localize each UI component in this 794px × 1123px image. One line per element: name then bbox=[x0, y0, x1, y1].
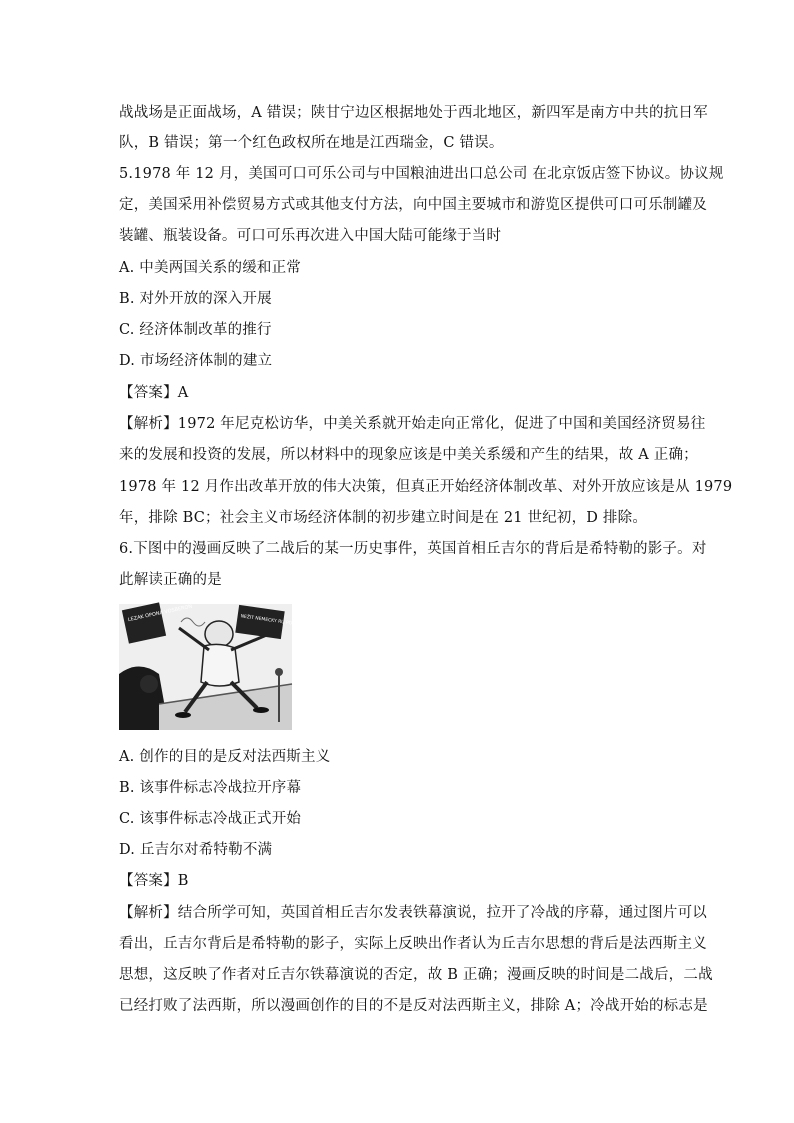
q5-stem-line: 定，美国采用补偿贸易方式或其他支付方法，向中国主要城市和游览区提供可口可乐制罐及 bbox=[119, 197, 707, 213]
q6-stem-line: 6.下图中的漫画反映了二战后的某一历史事件，英国首相丘吉尔的背后是希特勒的影子。对 bbox=[119, 541, 707, 557]
q5-explanation-line: 来的发展和投资的发展，所以材料中的现象应该是中美关系缓和产生的结果，故 A 正确； bbox=[119, 447, 698, 463]
q6-option-a: A. 创作的目的是反对法西斯主义 bbox=[119, 749, 331, 765]
q6-option-b: B. 该事件标志冷战拉开序幕 bbox=[119, 780, 302, 796]
placard-right bbox=[235, 605, 304, 639]
q6-option-c: C. 该事件标志冷战正式开始 bbox=[119, 811, 302, 827]
q5-stem-line: 装罐、瓶装设备。可口可乐再次进入中国大陆可能缘于当时 bbox=[119, 228, 502, 244]
churchill-hitler-shadow-cartoon bbox=[119, 603, 305, 730]
q5-stem-line: 5.1978 年 12 月，美国可口可乐公司与中国粮油进出口总公司 在北京饭店签下协议。协议规 bbox=[119, 166, 724, 182]
q6-stem-line: 此解读正确的是 bbox=[119, 572, 222, 588]
q5-option-d: D. 市场经济体制的建立 bbox=[119, 353, 273, 369]
cartoon-drawing bbox=[119, 603, 305, 730]
q6-option-d: D. 丘吉尔对希特勒不满 bbox=[119, 842, 273, 858]
q4-explanation-line: 队，B 错误；第一个红色政权所在地是江西瑞金，C 错误。 bbox=[119, 135, 504, 151]
q5-answer: 【答案】A bbox=[119, 385, 189, 401]
svg-text:LEZAK OPONA VOSBERON: LEZAK OPONA VOSBERON bbox=[127, 603, 193, 624]
q6-answer: 【答案】B bbox=[119, 873, 189, 889]
q5-option-c: C. 经济体制改革的推行 bbox=[119, 322, 272, 338]
q6-explanation-line: 思想，这反映了作者对丘吉尔铁幕演说的否定，故 B 正确；漫画反映的时间是二战后，二战 bbox=[119, 967, 713, 983]
q6-explanation-line: 已经打败了法西斯，所以漫画创作的目的不是反对法西斯主义，排除 A；冷战开始的标志是 bbox=[119, 998, 708, 1014]
q5-explanation-line: 【解析】1972 年尼克松访华，中美关系就开始走向正常化，促进了中国和美国经济贸易往 bbox=[119, 416, 706, 432]
q4-explanation-line: 战战场是正面战场，A 错误；陕甘宁边区根据地处于西北地区，新四军是南方中共的抗日军 bbox=[119, 105, 708, 121]
svg-text:NEŽIT NEMECKY RU POMOCI: NEŽIT NEMECKY RU POMOCI bbox=[240, 614, 305, 629]
q5-explanation-line: 年，排除 BC；社会主义市场经济体制的初步建立时间是在 21 世纪初，D 排除。 bbox=[119, 510, 648, 526]
q6-explanation-line: 【解析】结合所学可知，英国首相丘吉尔发表铁幕演说，拉开了冷战的序幕，通过图片可以 bbox=[119, 905, 707, 921]
q5-option-b: B. 对外开放的深入开展 bbox=[119, 291, 272, 307]
q5-option-a: A. 中美两国关系的缓和正常 bbox=[119, 260, 301, 276]
q5-explanation-line: 1978 年 12 月作出改革开放的伟大决策，但真正开始经济体制改革、对外开放应该是从 1979 bbox=[119, 479, 733, 495]
q6-explanation-line: 看出，丘吉尔背后是希特勒的影子，实际上反映出作者认为丘吉尔思想的背后是法西斯主义 bbox=[119, 936, 707, 952]
